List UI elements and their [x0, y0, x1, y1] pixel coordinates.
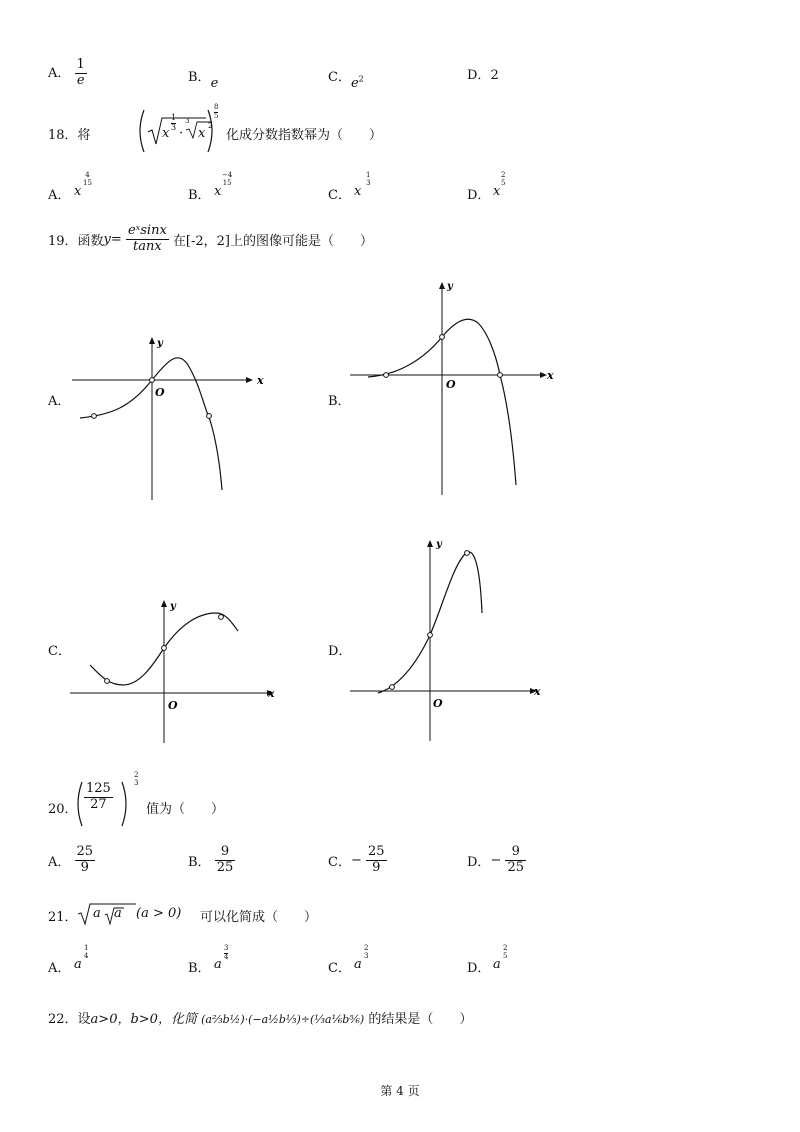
graph-d-origin: O	[433, 697, 443, 710]
q21-option-b: B． a 3 4	[188, 944, 229, 976]
q21-option-c: C． a 2 3	[328, 944, 369, 976]
graph-c-label: C．	[48, 644, 71, 659]
graph-c	[68, 595, 283, 745]
graph-a-x-label: x	[257, 374, 264, 387]
graph-c-origin: O	[168, 699, 178, 712]
graph-c-x-label: x	[268, 687, 275, 700]
q22-expression: (a⅔b½)·(−a½b⅓)÷(⅓a⅙b⅚)	[201, 1013, 365, 1026]
graph-b-label: B．	[328, 394, 351, 409]
graph-d	[348, 535, 553, 745]
q18-option-d: D． x 2 5	[467, 171, 506, 203]
question-20: 20． $\frac{125}{27}$ 2 3 值为（ ）	[48, 772, 268, 828]
graph-d-x-label: x	[534, 685, 541, 698]
q18-option-c: C． x 1 3	[328, 171, 371, 203]
q17-option-a: A． $\frac{1}{e}$	[48, 57, 85, 88]
question-19: 19．函数y= $\frac{\text{eˣsinx}}{\tan x}$ 在[-2，2]上的图像可能是（ ）	[48, 223, 374, 254]
q20-option-a: A． $\frac{25}{9}$	[48, 844, 94, 875]
graph-d-label: D．	[328, 644, 352, 659]
graph-b-origin: O	[446, 378, 456, 391]
question-22: 22．设a>0，b>0，化简 (a⅔b½)·(−a½b⅓)÷(⅓a⅙b⅚) 的结果是（ ）	[48, 1012, 473, 1027]
q20-option-c: C．− $\frac{25}{9}$	[328, 844, 385, 875]
graph-a	[70, 330, 270, 505]
graph-a-origin: O	[155, 386, 165, 399]
q18-option-b: B． x −4 15	[188, 171, 233, 203]
page-footer: 第 4 页	[380, 1084, 420, 1098]
question-21: 21． a a (a > 0) 可以化简成（ ）	[48, 906, 318, 925]
q20-option-b: B． $\frac{9}{25}$	[188, 844, 234, 875]
graph-b	[348, 275, 563, 500]
graph-b-x-label: x	[547, 369, 554, 382]
q18-option-a: A． x 4 15	[48, 171, 92, 203]
q17-option-b: B．e	[188, 70, 219, 91]
q20-option-d: D．− $\frac{9}{25}$	[467, 844, 525, 875]
q21-option-a: A． a 1 4	[48, 944, 89, 976]
graph-d-y-label: y	[436, 539, 442, 550]
graph-a-y-label: y	[157, 338, 163, 349]
q17-option-d: D．2	[467, 68, 499, 83]
graph-c-y-label: y	[170, 601, 176, 612]
q17-option-c: C．$e^2$	[328, 70, 364, 91]
graph-b-y-label: y	[447, 281, 453, 292]
graph-a-label: A．	[48, 394, 71, 409]
q21-option-d: D． a 2 5	[467, 944, 508, 976]
